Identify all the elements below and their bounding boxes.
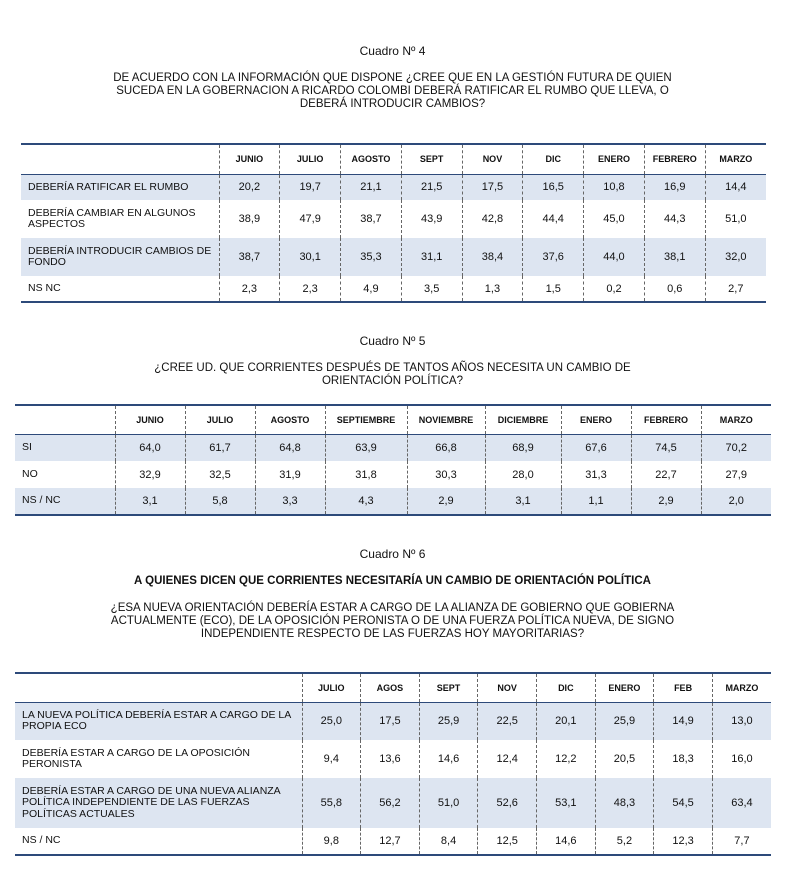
column-header: JULIO [302,673,361,702]
cuadro-6-title: Cuadro Nº 6 [359,547,426,561]
column-header: ENERO [561,405,631,434]
cell: 12,5 [478,828,537,855]
cell: 32,9 [115,461,185,488]
cell: 21,5 [401,174,462,200]
column-header: DICIEMBRE [485,405,561,434]
cell: 44,3 [644,200,705,238]
cell: 4,9 [341,276,402,302]
cell: 12,2 [537,740,596,778]
table-row [21,238,766,276]
cuadro-5-question: ¿CREE UD. QUE CORRIENTES DESPUÉS DE TANTOS AÑOS NECESITA UN CAMBIO DE ORIENTACIÓN POLÍTICA? [154,362,631,387]
table-row [15,702,771,740]
row-label: DEBERÍA INTRODUCIR CAMBIOS DE FONDO [21,238,219,276]
column-header: JULIO [280,144,341,174]
column-header: MARZO [712,673,771,702]
cell: 20,2 [219,174,280,200]
cell: 74,5 [631,434,701,461]
table-row [15,461,771,488]
cell: 14,6 [537,828,596,855]
cell: 3,1 [485,488,561,515]
cell: 37,6 [523,238,584,276]
cell: 38,9 [219,200,280,238]
cell: 64,8 [255,434,325,461]
column-header: JULIO [185,405,255,434]
cell: 17,5 [361,702,420,740]
table-row [15,434,771,461]
cell: 25,9 [419,702,478,740]
cuadro-4-question: DE ACUERDO CON LA INFORMACIÓN QUE DISPONE ¿CREE QUE EN LA GESTIÓN FUTURA DE QUIEN SUCEDA EN LA GOBERNACION A RICARDO COLOMBI DEBERÁ RATIFICAR EL RUMBO QUE LLEVA, O DEBERÁ INTRODUCIR CAMBIOS? [113,72,672,110]
cell: 2,7 [705,276,766,302]
cell: 2,3 [280,276,341,302]
cell: 64,0 [115,434,185,461]
table-row [21,174,766,200]
cell: 17,5 [462,174,523,200]
cell: 13,6 [361,740,420,778]
cell: 4,3 [325,488,407,515]
cell: 12,4 [478,740,537,778]
cell: 5,8 [185,488,255,515]
column-header: ENERO [595,673,654,702]
column-header: SEPTIEMBRE [325,405,407,434]
cell: 22,7 [631,461,701,488]
cuadro-4-table [21,143,766,303]
column-header: AGOSTO [341,144,402,174]
column-header: AGOS [361,673,420,702]
cell: 2,3 [219,276,280,302]
cell: 70,2 [701,434,771,461]
cell: 0,2 [584,276,645,302]
cuadro-4-title: Cuadro Nº 4 [359,44,426,58]
cell: 14,9 [654,702,713,740]
cell: 54,5 [654,778,713,828]
cell: 38,7 [219,238,280,276]
column-header: MARZO [701,405,771,434]
cell: 2,9 [407,488,485,515]
cell: 56,2 [361,778,420,828]
cell: 38,7 [341,200,402,238]
cell: 63,9 [325,434,407,461]
cell: 28,0 [485,461,561,488]
cell: 44,0 [584,238,645,276]
cell: 1,3 [462,276,523,302]
cell: 9,4 [302,740,361,778]
column-header: DIC [523,144,584,174]
cell: 22,5 [478,702,537,740]
cell: 21,1 [341,174,402,200]
cell: 0,6 [644,276,705,302]
column-header: FEBRERO [644,144,705,174]
cell: 12,7 [361,828,420,855]
cell: 32,0 [705,238,766,276]
cell: 8,4 [419,828,478,855]
cell: 48,3 [595,778,654,828]
cell: 3,3 [255,488,325,515]
cell: 53,1 [537,778,596,828]
cuadro-6-question: ¿ESA NUEVA ORIENTACIÓN DEBERÍA ESTAR A CARGO DE LA ALIANZA DE GOBIERNO QUE GOBIERNA ACTUALMENTE (ECO), DE LA OPOSICIÓN PERONISTA O DE UNA FUERZA POLÍTICA NUEVA, DE SIGNO INDEPENDIENTE RESPECTO DE LAS FUERZAS HOY MAYORITARIAS? [110,602,675,640]
column-header: SEPT [419,673,478,702]
cell: 13,0 [712,702,771,740]
table-header-row [15,673,771,702]
cell: 20,5 [595,740,654,778]
column-header: NOV [478,673,537,702]
column-header: NOVIEMBRE [407,405,485,434]
cell: 51,0 [419,778,478,828]
cell: 52,6 [478,778,537,828]
cell: 25,9 [595,702,654,740]
cell: 25,0 [302,702,361,740]
cell: 19,7 [280,174,341,200]
cell: 43,9 [401,200,462,238]
cuadro-5-header [0,334,785,388]
table-row [21,200,766,238]
column-header: NOV [462,144,523,174]
cell: 9,8 [302,828,361,855]
row-label: NS / NC [22,834,61,847]
cell: 66,8 [407,434,485,461]
cell: 20,1 [537,702,596,740]
cell: 27,9 [701,461,771,488]
cell: 1,1 [561,488,631,515]
cell: 18,3 [654,740,713,778]
column-header: JUNIO [115,405,185,434]
cell: 2,0 [701,488,771,515]
row-label: LA NUEVA POLÍTICA DEBERÍA ESTAR A CARGO DE LA PROPIA ECO [15,702,302,740]
table-row [15,740,771,778]
row-label: DEBERÍA CAMBIAR EN ALGUNOS ASPECTOS [28,206,196,230]
cell: 14,6 [419,740,478,778]
row-label: NS / NC [15,488,115,515]
cell: 32,5 [185,461,255,488]
column-header: ENERO [584,144,645,174]
cell: 31,3 [561,461,631,488]
row-label: NS NC [28,281,61,294]
cell: 38,1 [644,238,705,276]
cell: 51,0 [705,200,766,238]
table-header-row [15,405,771,434]
column-header: AGOSTO [255,405,325,434]
cell: 47,9 [280,200,341,238]
table-row [15,488,771,515]
row-label: DEBERÍA ESTAR A CARGO DE LA OPOSICIÓN PERONISTA [22,746,250,770]
cell: 35,3 [341,238,402,276]
row-label: SI [15,434,115,461]
cuadro-6-table [15,672,771,856]
cuadro-6-header [0,547,785,641]
cell: 67,6 [561,434,631,461]
cell: 5,2 [595,828,654,855]
cuadro-6-subtitle: A QUIENES DICEN QUE CORRIENTES NECESITARÍA UN CAMBIO DE ORIENTACIÓN POLÍTICA [134,575,651,587]
column-header: DIC [537,673,596,702]
cell: 14,4 [705,174,766,200]
table-row [21,276,766,302]
table-row [15,828,771,855]
column-header: MARZO [705,144,766,174]
column-header: FEBRERO [631,405,701,434]
row-label: DEBERÍA RATIFICAR EL RUMBO [21,174,219,200]
cuadro-5-title: Cuadro Nº 5 [359,334,426,348]
column-header: FEB [654,673,713,702]
cell: 7,7 [712,828,771,855]
cell: 31,1 [401,238,462,276]
cell: 63,4 [712,778,771,828]
cell: 1,5 [523,276,584,302]
cell: 16,0 [712,740,771,778]
cell: 16,5 [523,174,584,200]
cuadro-5-table [15,404,771,516]
cell: 2,9 [631,488,701,515]
row-label: NO [22,467,38,480]
table-row [15,778,771,828]
cell: 10,8 [584,174,645,200]
cuadro-4-header [0,44,785,111]
cell: 38,4 [462,238,523,276]
row-label: DEBERÍA ESTAR A CARGO DE UNA NUEVA ALIANZA POLÍTICA INDEPENDIENTE DE LAS FUERZAS POLÍTICAS ACTUALES [15,778,302,828]
column-header: SEPT [401,144,462,174]
cell: 61,7 [185,434,255,461]
cell: 30,1 [280,238,341,276]
cell: 30,3 [407,461,485,488]
cell: 45,0 [584,200,645,238]
cell: 68,9 [485,434,561,461]
cell: 3,1 [115,488,185,515]
cell: 55,8 [302,778,361,828]
cell: 16,9 [644,174,705,200]
cell: 42,8 [462,200,523,238]
cell: 44,4 [523,200,584,238]
column-header: JUNIO [219,144,280,174]
table-header-row [21,144,766,174]
cell: 31,9 [255,461,325,488]
cell: 31,8 [325,461,407,488]
cell: 3,5 [401,276,462,302]
cell: 12,3 [654,828,713,855]
